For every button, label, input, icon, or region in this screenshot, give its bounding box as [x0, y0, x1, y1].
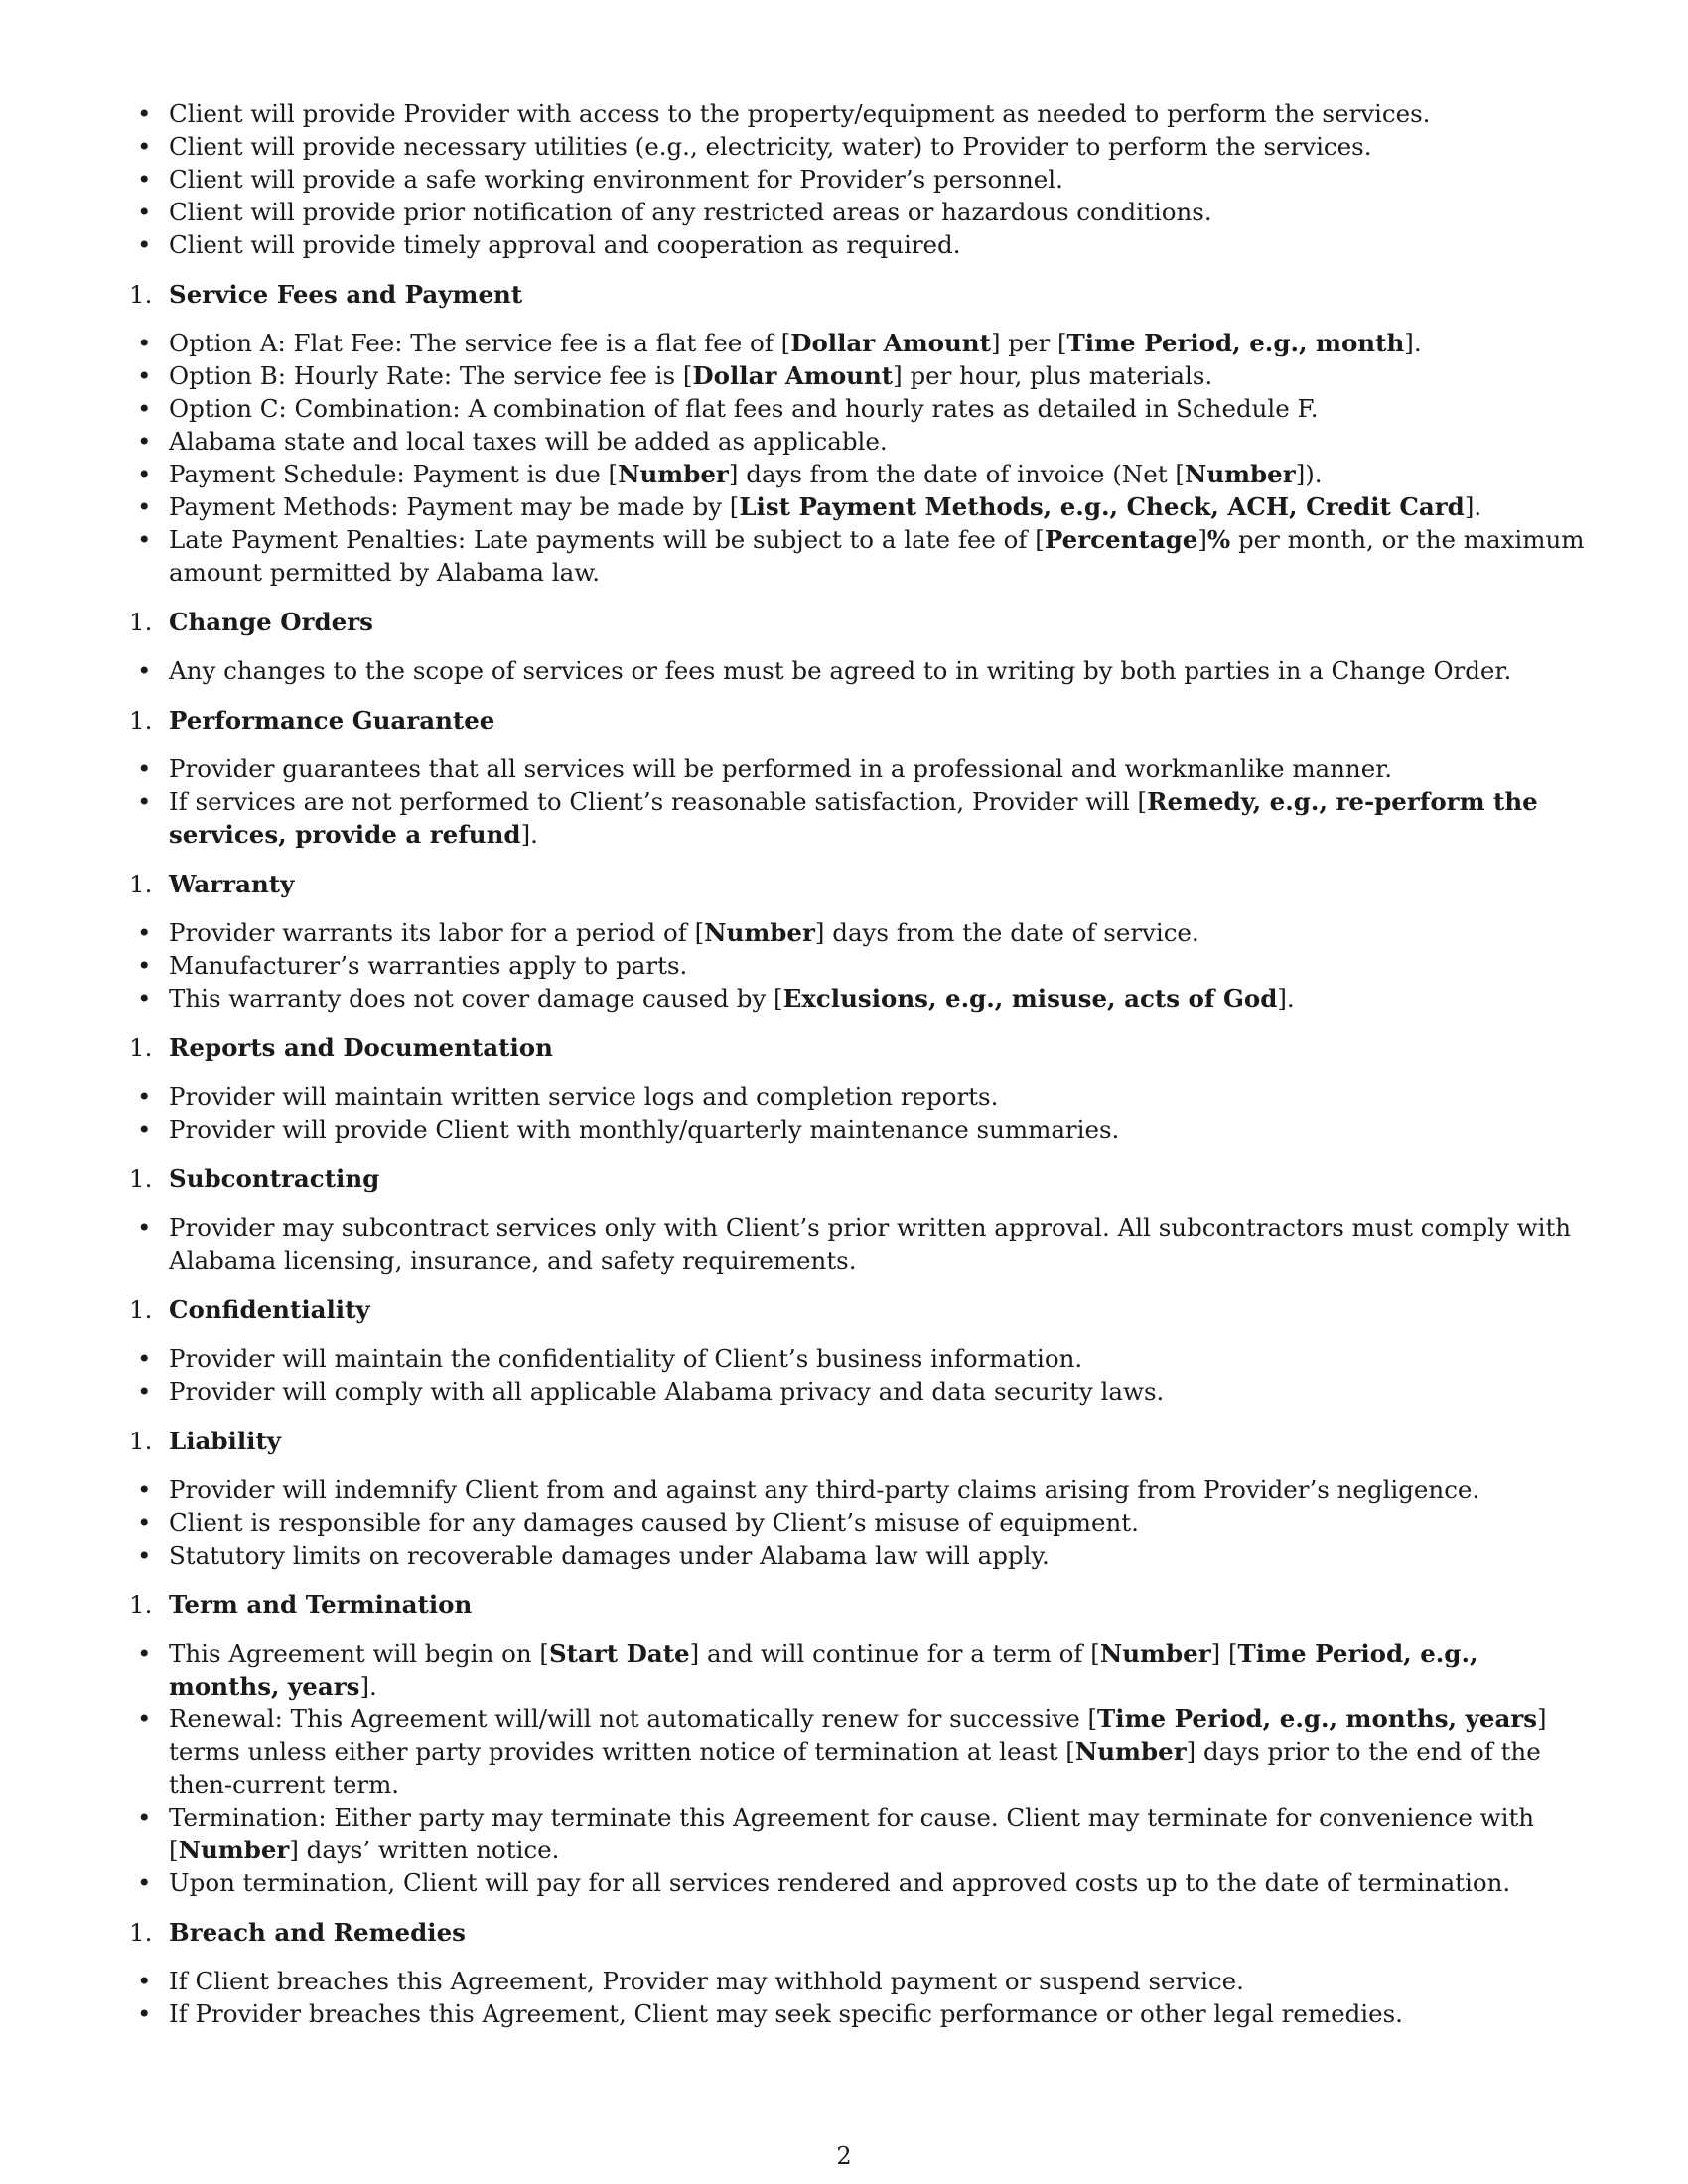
bullet-item: [129, 1113, 1589, 1146]
section-title: Breach and Remedies: [169, 1918, 466, 1947]
bullet-item: [129, 1342, 1589, 1375]
section-number: 1.: [129, 1296, 153, 1324]
intro-bullet-list: [129, 97, 1589, 261]
placeholder-field: Time Period, e.g., months, years: [1097, 1705, 1538, 1733]
placeholder-field: Time Period, e.g., months, years: [169, 1639, 1478, 1701]
section-heading: [129, 1031, 1589, 1064]
section-bullet-list: [129, 916, 1589, 1015]
section-heading: [129, 704, 1589, 737]
section-bullet-list: [129, 1211, 1589, 1277]
bullet-item: [129, 1637, 1589, 1703]
text-run: ].: [1277, 984, 1295, 1013]
section-title: Confidentiality: [169, 1296, 370, 1324]
text-run: Option A: Flat Fee: The service fee is a flat fee of [: [169, 329, 791, 357]
text-run: ] per [: [990, 329, 1067, 357]
bullet-item: [129, 97, 1589, 130]
text-run: per month, or the maximum amount permitted by Alabama law.: [169, 525, 1585, 587]
sections-container: [129, 278, 1589, 2030]
section-number: 1.: [129, 1590, 153, 1619]
text-run: ].: [359, 1672, 377, 1701]
placeholder-field: Percentage: [1044, 525, 1198, 554]
text-run: If services are not performed to Client’s reasonable satisfaction, Provider will [: [169, 787, 1148, 816]
text-run: Alabama state and local taxes will be added as applicable.: [169, 427, 888, 456]
section-title: Subcontracting: [169, 1164, 380, 1193]
text-run: If Provider breaches this Agreement, Client may seek specific performance or other legal remedies.: [169, 1999, 1403, 2028]
section-number: 1.: [129, 1427, 153, 1455]
section-heading: [129, 868, 1589, 900]
bullet-item: [129, 1539, 1589, 1571]
placeholder-field: Number: [1099, 1639, 1211, 1668]
bullet-item: [129, 327, 1589, 359]
text-run: ] days from the date of invoice (Net [: [728, 460, 1185, 488]
placeholder-field: Number: [1074, 1737, 1187, 1766]
text-run: Client will provide necessary utilities (e.g., electricity, water) to Provider to perform the services.: [169, 132, 1372, 161]
bullet-item: [129, 425, 1589, 458]
bullet-item: [129, 752, 1589, 785]
section-heading: [129, 1162, 1589, 1195]
placeholder-field: Number: [1184, 460, 1296, 488]
text-run: ] terms unless either party provides written notice of termination at least [: [169, 1705, 1547, 1766]
section-number: 1.: [129, 1164, 153, 1193]
section-number: 1.: [129, 1918, 153, 1947]
text-run: ].: [1404, 329, 1422, 357]
text-run: This warranty does not cover damage caused by [: [169, 984, 783, 1013]
text-run: Termination: Either party may terminate this Agreement for cause. Client may terminate for convenience with [: [169, 1803, 1535, 1864]
bullet-item: [129, 1506, 1589, 1539]
section-bullet-list: [129, 1637, 1589, 1899]
placeholder-field: List Payment Methods, e.g., Check, ACH, Credit Card: [739, 492, 1465, 521]
text-run: ] [: [1210, 1639, 1238, 1668]
bullet-item: [129, 1211, 1589, 1277]
text-run: Upon termination, Client will pay for all services rendered and approved costs up to the date of termination.: [169, 1868, 1511, 1897]
section-number: 1.: [129, 706, 153, 735]
text-run: Manufacturer’s warranties apply to parts.: [169, 951, 688, 980]
placeholder-field: Dollar Amount: [790, 329, 991, 357]
section-title: Change Orders: [169, 608, 373, 636]
bullet-item: [129, 228, 1589, 261]
placeholder-field: %: [1206, 525, 1231, 554]
bullet-item: [129, 949, 1589, 982]
text-run: ].: [1464, 492, 1482, 521]
bullet-item: [129, 523, 1589, 589]
text-run: ] per hour, plus materials.: [893, 361, 1213, 390]
placeholder-field: Exclusions, e.g., misuse, acts of God: [782, 984, 1278, 1013]
text-run: Provider will maintain written service logs and completion reports.: [169, 1082, 999, 1111]
section-bullet-list: [129, 1473, 1589, 1571]
bullet-item: [129, 130, 1589, 163]
placeholder-field: Time Period, e.g., month: [1066, 329, 1405, 357]
section-heading: [129, 278, 1589, 311]
text-run: ]).: [1295, 460, 1323, 488]
text-run: Payment Schedule: Payment is due [: [169, 460, 619, 488]
text-run: This Agreement will begin on [: [169, 1639, 549, 1668]
section-title: Reports and Documentation: [169, 1033, 553, 1062]
section-number: 1.: [129, 870, 153, 898]
text-run: Option B: Hourly Rate: The service fee is [: [169, 361, 693, 390]
placeholder-field: Number: [178, 1836, 290, 1864]
text-run: Provider will provide Client with monthly/quarterly maintenance summaries.: [169, 1115, 1120, 1144]
bullet-item: [129, 196, 1589, 228]
section-title: Warranty: [169, 870, 295, 898]
section-title: Term and Termination: [169, 1590, 473, 1619]
text-run: Provider will comply with all applicable Alabama privacy and data security laws.: [169, 1377, 1165, 1406]
text-run: Client is responsible for any damages caused by Client’s misuse of equipment.: [169, 1508, 1139, 1537]
text-run: Client will provide prior notification of any restricted areas or hazardous conditions.: [169, 198, 1212, 226]
section-bullet-list: [129, 654, 1589, 687]
text-run: Provider guarantees that all services will be performed in a professional and workmanlike manner.: [169, 754, 1393, 783]
text-run: Statutory limits on recoverable damages under Alabama law will apply.: [169, 1541, 1050, 1570]
bullet-item: [129, 1080, 1589, 1113]
bullet-item: [129, 982, 1589, 1015]
text-run: Provider will maintain the confidentiality of Client’s business information.: [169, 1344, 1083, 1373]
section-bullet-list: [129, 1080, 1589, 1146]
text-run: Payment Methods: Payment may be made by [: [169, 492, 740, 521]
bullet-item: [129, 490, 1589, 523]
bullet-item: [129, 916, 1589, 949]
bullet-item: [129, 392, 1589, 425]
text-run: If Client breaches this Agreement, Provider may withhold payment or suspend service.: [169, 1967, 1244, 1995]
text-run: Renewal: This Agreement will/will not automatically renew for successive [: [169, 1705, 1098, 1733]
section-bullet-list: [129, 1965, 1589, 2030]
text-run: ] days from the date of service.: [814, 918, 1199, 947]
section-number: 1.: [129, 280, 153, 309]
text-run: ] and will continue for a term of [: [689, 1639, 1100, 1668]
placeholder-field: Remedy, e.g., re-perform the services, provide a refund: [169, 787, 1538, 849]
section-title: Service Fees and Payment: [169, 280, 523, 309]
text-run: Client will provide a safe working environment for Provider’s personnel.: [169, 165, 1063, 194]
bullet-item: [129, 1866, 1589, 1899]
bullet-item: [129, 654, 1589, 687]
text-run: Client will provide timely approval and cooperation as required.: [169, 230, 961, 259]
text-run: Option C: Combination: A combination of flat fees and hourly rates as detailed in Schedule F.: [169, 394, 1319, 423]
text-run: ] days’ written notice.: [289, 1836, 560, 1864]
text-run: Any changes to the scope of services or fees must be agreed to in writing by both parties in a Change Order.: [169, 656, 1512, 685]
page-number: 2: [836, 2142, 852, 2170]
section-title: Liability: [169, 1427, 282, 1455]
text-run: ] days prior to the end of the then-current term.: [169, 1737, 1541, 1799]
section-number: 1.: [129, 608, 153, 636]
section-number: 1.: [129, 1033, 153, 1062]
section-heading: [129, 1425, 1589, 1457]
placeholder-field: Number: [618, 460, 729, 488]
document-body: [129, 97, 1589, 2030]
text-run: ]: [1197, 525, 1207, 554]
section-heading: [129, 606, 1589, 638]
bullet-item: [129, 1703, 1589, 1801]
text-run: ].: [520, 820, 538, 849]
bullet-item: [129, 1997, 1589, 2030]
bullet-item: [129, 1965, 1589, 1997]
section-bullet-list: [129, 1342, 1589, 1408]
text-run: Provider warrants its labor for a period of [: [169, 918, 705, 947]
bullet-item: [129, 785, 1589, 851]
bullet-item: [129, 1473, 1589, 1506]
section-title: Performance Guarantee: [169, 706, 495, 735]
text-run: Late Payment Penalties: Late payments will be subject to a late fee of [: [169, 525, 1045, 554]
section-heading: [129, 1916, 1589, 1949]
bullet-item: [129, 163, 1589, 196]
text-run: Provider may subcontract services only with Client’s prior written approval. All subcontractors must comply with Alabama licensing, insurance, and safety requirements.: [169, 1213, 1572, 1275]
section-heading: [129, 1588, 1589, 1621]
bullet-item: [129, 458, 1589, 490]
text-run: Provider will indemnify Client from and against any third-party claims arising from Provider’s negligence.: [169, 1475, 1480, 1504]
section-heading: [129, 1294, 1589, 1326]
placeholder-field: Dollar Amount: [692, 361, 894, 390]
section-bullet-list: [129, 752, 1589, 851]
bullet-item: [129, 1801, 1589, 1866]
section-bullet-list: [129, 327, 1589, 589]
bullet-item: [129, 1375, 1589, 1408]
bullet-item: [129, 359, 1589, 392]
placeholder-field: Number: [704, 918, 815, 947]
text-run: Client will provide Provider with access to the property/equipment as needed to perform the services.: [169, 99, 1431, 128]
placeholder-field: Start Date: [548, 1639, 690, 1668]
